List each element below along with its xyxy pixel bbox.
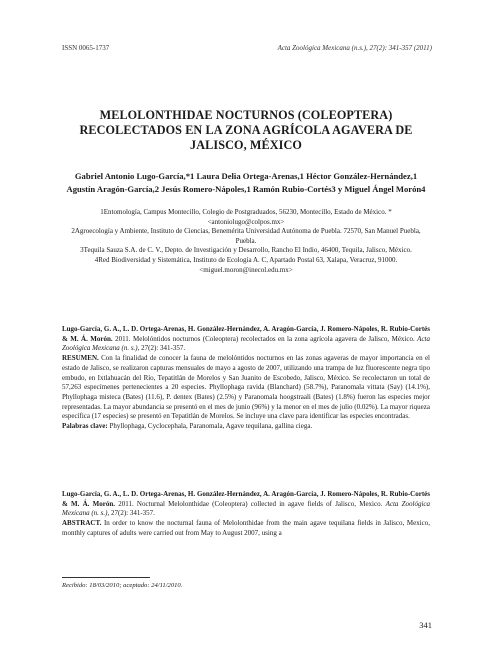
spanish-abstract-section (62, 325, 430, 432)
abstract-label: ABSTRACT. (62, 519, 102, 528)
citation-es-authors: Lugo-García, G. A., L. D. Ortega-Arenas, H. González-Hernández, A. Aragón-García, J. Romero-Nápoles, R. Rubio-Cortés & M. Á. Morón. (62, 325, 430, 343)
affiliation-4: 4Red Biodiversidad y Sistemática, Instituto de Ecología A. C, Apartado Postal 63, Xalapa, Veracruz, 91000. <miguel.moron@inecol.edu.mx> (94, 255, 398, 274)
abstract-paragraph (62, 519, 430, 538)
english-abstract-section (62, 490, 430, 539)
citation-en-authors: Lugo-García, G. A., L. D. Ortega-Arenas, H. González-Hernández, A. Aragón-García, J. Romero-Nápoles, R. Rubio-Cortés & M. Á. Morón. (62, 490, 430, 508)
journal-header: Acta Zoológica Mexicana (n.s.), 27(2): 341-357 (2011) (277, 44, 432, 52)
affiliations (62, 208, 430, 275)
citation-english (62, 490, 430, 519)
affiliation-2: 2Agroecología y Ambiente, Instituto de Ciencias, Benemérita Universidad Autónoma de Puebla. 72570, San Manuel Puebla, Puebla. (71, 227, 421, 245)
citation-en-rest: 2011. Nocturnal Melolonthidae (Coleoptera) collected in agave fields of Jalisco, Mexico. (115, 499, 386, 508)
abstract-text: In order to know the nocturnal fauna of Melolonthidae from the main agave tequilana fields in Jalisco, Mexico, monthly captures of adults were carried out from May to August 2007, using a (62, 519, 430, 537)
resumen-paragraph (62, 354, 430, 422)
citation-es-ref: 27(2): 341-357. (139, 344, 186, 353)
affiliation-1: 1Entomología, Campus Montecillo, Colegio de Postgraduados, 56230, Montecillo, Estado de México. * <antoniolugo@colpos.mx> (100, 208, 392, 226)
citation-es-rest: 2011. Melolóntidos nocturnos (Coleoptera) recolectados en la zona agrícola agavera de Jalisco, México. (112, 334, 418, 343)
article-title: MELOLONTHIDAE NOCTURNOS (COLEOPTERA) RECOLECTADOS EN LA ZONA AGRÍCOLA AGAVERA DE JALISCO, MÉXICO (79, 108, 413, 152)
footnote-divider (62, 577, 150, 578)
affiliation-3: 3Tequila Sauza S.A. de C. V., Depto. de Investigación y Desarrollo, Rancho El Indio, 46400, Tequila, Jalisco, México. (80, 246, 412, 255)
received-footnote: Recibido: 18/03/2010; aceptado: 24/11/2010. (62, 582, 183, 589)
citation-en-journal: Acta Zoológica Mexicana (n. s.), (62, 499, 431, 518)
author-list: Gabriel Antonio Lugo-García,*1 Laura Delia Ortega-Arenas,1 Héctor González-Hernández,1 Agustín Aragón-García,2 Jesús Romero-Nápoles,1 Ramón Rubio-Cortés3 y Miguel Ángel Morón4 (66, 171, 426, 194)
keywords-label: Palabras clave: (62, 422, 108, 431)
resumen-label: RESUMEN. (62, 354, 99, 363)
page-number: 341 (419, 620, 432, 630)
issn-header: ISSN 0065-1737 (62, 44, 110, 52)
citation-spanish (62, 325, 430, 354)
resumen-text: Con la finalidad de conocer la fauna de melolóntidos nocturnos en las zonas agaveras de mayor importancia en el estado de Jalisco, se realizaron capturas mensuales de mayo a agosto de 2007, utilizando una trampa de luz fluorescente negra tipo embudo, en Ixtlahuacán del Río, Tepatitlán de Morelos y San Juanito de Escobedo, Jalisco, México. Se recolectaron un total de 57,263 especímenes pertenecientes a 20 especies. Phyllophaga ravida (Blanchard) (58.7%), Paranomala vittata (Say) (14.1%), Phyllophaga misteca (Bates) (11.6), P. dentex (Bates) (2.5%) y Paranomala hoogstraali (Bates) (1.8%) fueron las especies mejor representadas. La mayor abundancia se presentó en el mes de junio (96%) y la menor en el mes de julio (0.02%). La mayor riqueza específica (17 especies) se presentó en Tepatitlán de Morelos. Se incluye una clave para identificar las especies encontradas. (62, 354, 430, 421)
citation-en-ref: 27(2): 341-357. (109, 509, 155, 518)
keywords-paragraph (62, 422, 430, 432)
keywords-text: Phyllophaga, Cyclocephala, Paranomala, Agave tequilana, gallina ciega. (107, 422, 313, 431)
citation-es-journal: Acta Zoológica Mexicana (n. s.), (62, 334, 430, 353)
